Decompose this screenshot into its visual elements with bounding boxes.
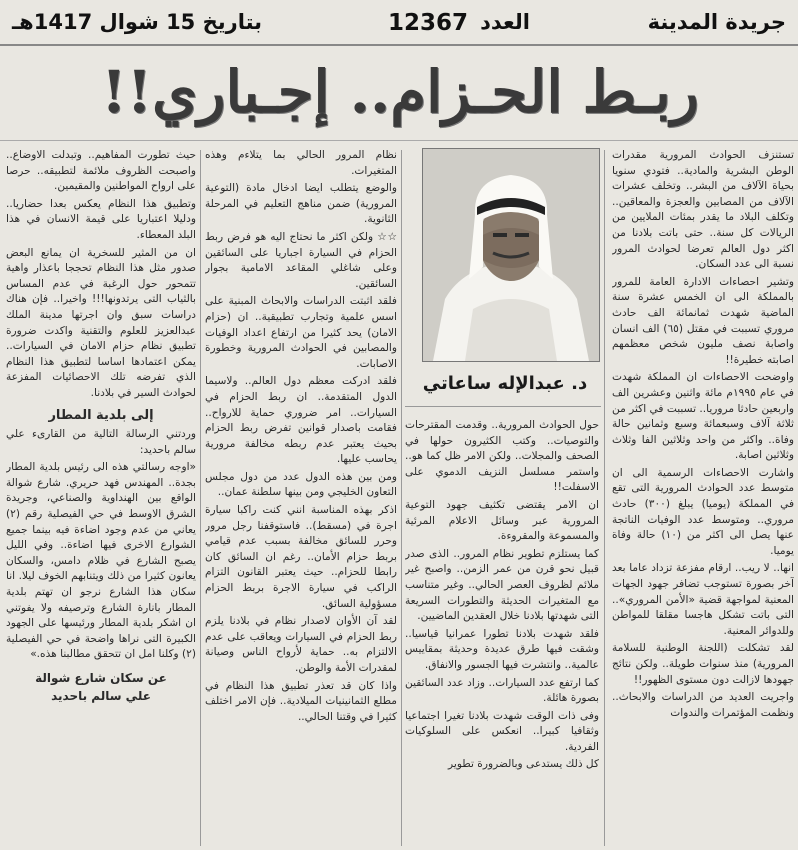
paragraph: اذكر بهذه المناسبة انني كنت راكبا سيارة اجرة في (مسقط).. فاستوقفنا رجل مرور وحرر للسائق مخالفة بسبب عدم قيامي بربط حزام الأمان.. رغم ان السائق كان رابطا للحزام.. حيث يعتبر القانون التزام الراكب في سيارة الاجرة بربط الحزام مسؤولية السائق. [205, 504, 397, 610]
author-portrait-image [423, 149, 599, 361]
paragraph: فلقد اثبتت الدراسات والابحاث المبنية على اسس علمية وتجارب تطبيقية.. ان (حزام الامان) يحد كثيرا من ارتفاع اعداد الوفيات والمصابين في الحوادث المرورية وخطورة الاصابات. [205, 295, 397, 370]
paragraph: واشارت الاحصاءات الرسمية الى ان متوسط عدد الحوادث المرورية التى تقع في المملكة (يوميا) يبلغ (٣٠٠) حادث مروري.. ومتوسط عدد الوفيات الناتجة عنها يصل الى اكثر من (١٠) حالة وفاة يوميا. [612, 466, 794, 557]
paragraph: نظام المرور الحالي بما يتلاءم وهذه المتغيرات. [205, 149, 397, 177]
article-headline: ربـط الحـزام.. إجـباري!! [101, 58, 699, 126]
article-column-4 [6, 148, 196, 848]
paragraph: تستنزف الحوادث المرورية مقدرات الوطن البشرية والمادية.. فتودي سنويا بحياة الآلاف من البشر.. وتخلف عشرات الآلاف من المصابين والعجزة والمعاقين.. وتكلف البلاد ما يقدر بمئات الملايين من الريالات كل سنة.. حتى باتت بلادنا من اكثر دول العالم تعرضا لحوادث المرور نسبة الى عدد السكان. [612, 149, 794, 271]
article-column-3 [205, 148, 397, 848]
author-photo [422, 148, 600, 362]
paragraph: والوضع يتطلب ايضا ادخال مادة (التوعية المرورية) ضمن مناهج التعليم في المرحلة الثانوية. [205, 182, 397, 226]
paragraph: لقد تشكلت (اللجنة الوطنية للسلامة المرورية) منذ سنوات طويلة.. ولكن نتائج جهودها لازالت دون مستوى الظهور!! [612, 642, 794, 686]
section-subheading: إلى بلدية المطار [48, 407, 154, 423]
paragraph: واجريت العديد من الدراسات والابحاث.. ونظمت المؤتمرات والندوات [612, 691, 794, 719]
paragraph: «اوجه رسالتي هذه الى رئيس بلدية المطار بجدة.. المهندس فهد حريري. شارع شوالة الواقع بين الهنداوية والصناعي، وجريدة الشرق الاوسط في حي الفيصلية رقم (٢) يعاني من عدم وجود اضاءة فيه بينما جميع الشوارع الاخرى فيها اضاءة.. وفي الليل يصبح الشارع في ظلام دامس، والسكان يعانون كثيرا من ذلك ويتنابهم الخوف ليلا. انا سكان هذا الشارع نرجو ان تهتم بلدية المطار بانارة الشارع وترصيفه ولا يفوتني ان اشكر بلدية المطار ورئيسها على الجهود الكبيرة التى نراها واضحة في حي الفيصلية (٢) وكلنا امل ان تتحقق مطالبنا هذه.» [6, 461, 196, 661]
paragraph: فلقد شهدت بلادنا تطورا عمرانيا قياسيا.. وشقت فيها طرق عديدة وحديثة بمقاييس عالمية.. وانتشرت فيها الجسور والانفاق. [405, 627, 599, 671]
paragraph: وفى ذات الوقت شهدت بلادنا تغيرا اجتماعيا وثقافيا كبيرا.. انعكس على السلوكيات الفردية. [405, 709, 599, 753]
paragraph: ☆☆ ولكن اكثر ما نحتاج اليه هو فرض ربط الحزام في السيارة اجباريا على السائقين وعلى شاغلي المقاعد الامامية بجوار السائقين. [205, 230, 397, 290]
issue-label: العدد [480, 10, 530, 34]
paragraph: كما يستلزم تطوير نظام المرور.. الذى صدر قبيل نحو قرن من عمر الزمن.. واصبح غير ملائم لظروف العصر الحالي.. وغير متناسب مع المتغيرات الحديثة والتطورات السريعة التى شهدتها بلادنا خلال العقدين الماضيين. [405, 547, 599, 623]
paragraph: وتشير احصاءات الادارة العامة للمرور بالمملكة الى ان الخمس عشرة سنة الماضية شهدت ثمانمائة الف حادث مروري تسببت في مقتل (٦٥) الف انسان واصابة نصف مليون شخص معظمهم اصابته خطيرة!! [612, 275, 794, 366]
column-divider [401, 150, 402, 846]
paragraph: انها.. لا ريب.. ارقام مفزعة تزداد عاما بعد آخر بصورة تستوجب تضافر جهود الجهات المعنية لمواجهة قضية «الأمن المروري».. التى باتت تشكل هاجسا مقلقا للمواطن وللدوائر المعنية. [612, 562, 794, 637]
paragraph: وردتني الرسالة التالية من القارىء علي سالم باحديد: [6, 428, 196, 456]
author-byline: د. عبدالإله ساعاتي [422, 373, 588, 394]
paragraph: واوضحت الاحصاءات ان المملكة شهدت في عام ١٩٩٥م مائة واثنين وعشرين الف واربعين حادثا مروريا.. تسببت في اكثر من ثلاثة آلاف وسبعمائة وسبع وثمانين حالة وفاة.. واكثر من واحد وثلاثين الفا وثلاث وثلاثين اصابة. [612, 371, 794, 462]
paragraph: كما ارتفع عدد السيارات.. وزاد عدد السائقين بصورة هائلة. [405, 676, 599, 705]
paragraph: ومن بين هذه الدول عدد من دول مجلس التعاون الخليجي ومن بينها سلطنة عمان.. [205, 470, 397, 499]
top-rule [0, 44, 798, 46]
paragraph: واذا كان قد تعذر تطبيق هذا النظام في مطلع الثمانينيات الميلادية.. فإن الامر اختلف كثيرا في وقتنا الحالي.. [205, 679, 397, 723]
column-divider [604, 150, 605, 846]
headline-rule [0, 140, 798, 141]
column-divider [200, 150, 201, 846]
paragraph: وتطبيق هذا النظام يعكس بعدا حضاريا.. ودليلا اعتباريا على قيمة الانسان في هذا البلد المعطاء. [6, 197, 196, 241]
newspaper-name: جريدة المدينة [647, 10, 786, 34]
issue-date: بتاريخ 15 شوال 1417هـ [12, 10, 263, 34]
letter-signature: عن سكان شارع شوالة علي سالم باحديد [35, 671, 167, 703]
paragraph: ان من المثير للسخرية ان يمانع البعض صدور مثل هذا النظام تحججا باعذار واهية تتمحور حول الرغبة في عدم المساس بالثياب التى يرتدونها!!! واخيرا.. فإن هناك دراسات سبق وان اجرتها مدينة الملك عبدالعزيز للعلوم والتقنية واكدت ضرورة تطبيق نظام حزام الامان في السيارات.. يمكن اعتمادها اساسا لتطبيق هذا النظام الذي تفرضه تلك الاحصائيات المفزعة لحوادث السير في بلادنا. [6, 246, 196, 399]
paragraph: لقد آن الأوان لاصدار نظام في بلادنا يلزم ربط الحزام في السيارات ويعاقب على عدم الالتزام به.. حماية لأرواح الناس وصيانة لمقدرات الأمة والوطن. [205, 615, 397, 674]
paragraph: ان الامر يقتضى تكثيف جهود التوعية المرورية عبر وسائل الاعلام المرئية والمسموعة والمقروءة. [405, 498, 599, 543]
paragraph: حيث تطورت المفاهيم.. وتبدلت الاوضاع.. واصبحت الظروف ملائمة لتطبيقه.. حرصا على ارواح المواطنين والمقيمين. [6, 149, 196, 193]
byline-rule [405, 406, 601, 407]
issue-number: 12367 [387, 10, 468, 36]
paragraph: حول الحوادث المرورية.. وقدمت المقترحات والتوصيات.. وكتب الكثيرون حولها في الصحف والمجلات.. ولكن الامر ظل كما هو.. واستمر مسلسل النزيف الدموي على الاسفلت!! [405, 419, 599, 494]
article-column-1 [612, 148, 794, 848]
paragraph: فلقد ادركت معظم دول العالم.. ولاسيما الدول المتقدمة.. ان ربط الحزام في السيارات.. امر ضروري حماية للارواح.. فقامت باصدار قوانين تفرض ربط الحزام بحيث يعتبر عدم ربطه مخالفة مرورية يحاسب عليها. [205, 375, 397, 466]
article-column-2 [405, 418, 599, 848]
masthead-row [0, 4, 798, 44]
paragraph: كل ذلك يستدعى وبالضرورة تطوير [448, 758, 599, 771]
